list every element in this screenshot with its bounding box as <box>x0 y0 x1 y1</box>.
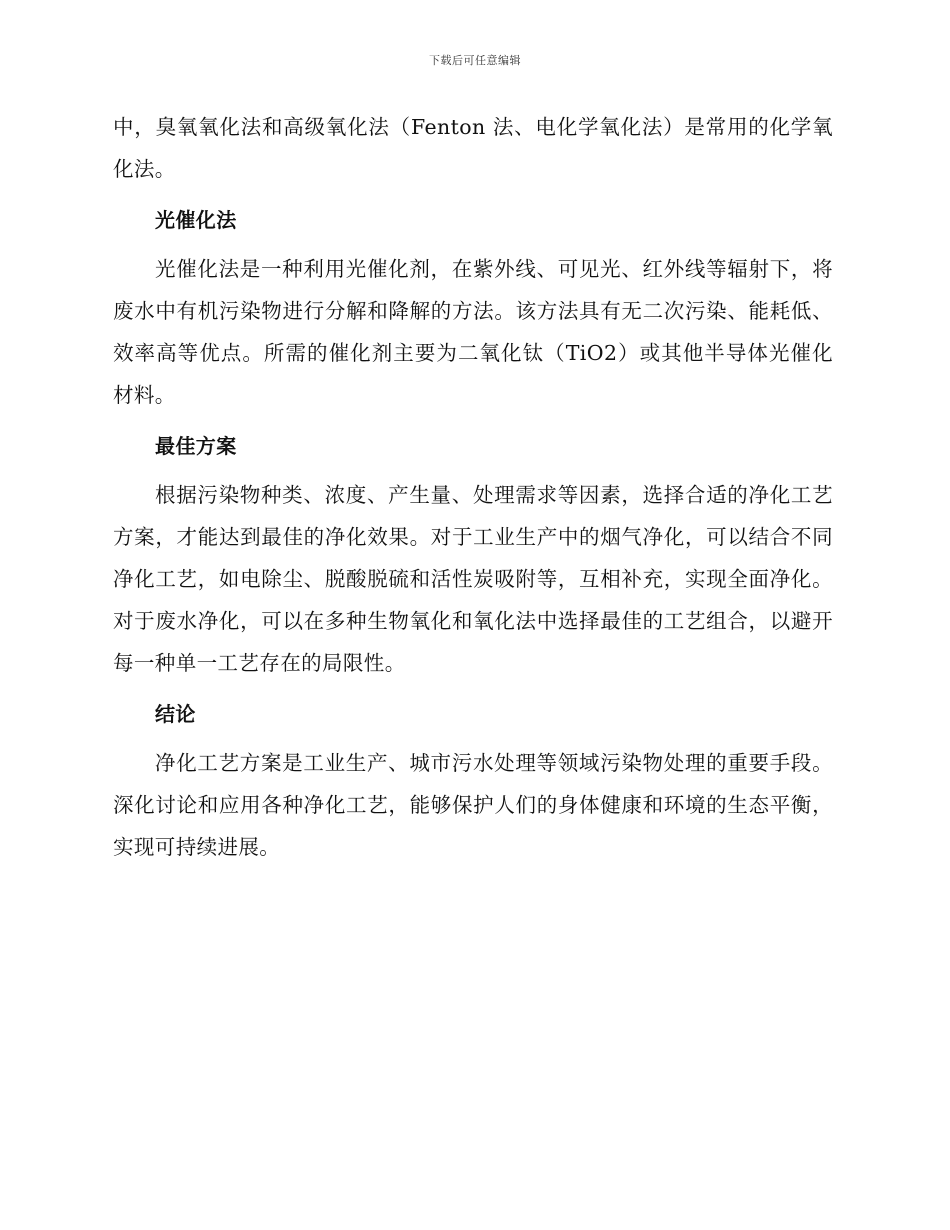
best-plan-paragraph: 根据污染物种类、浓度、产生量、处理需求等因素，选择合适的净化工艺方案，才能达到最佳的净化效果。对于工业生产中的烟气净化，可以结合不同净化工艺，如电除尘、脱酸脱硫和活性炭吸附等，互相补充，实现全面净化。对于废水净化，可以在多种生物氧化和氧化法中选择最佳的工艺组合，以避开每一种单一工艺存在的局限性。 <box>113 483 833 675</box>
intro-continuation-paragraph: 中，臭氧氧化法和高级氧化法（Fenton 法、电化学氧化法）是常用的化学氧化法。 <box>113 115 833 181</box>
photocatalysis-paragraph: 光催化法是一种利用光催化剂，在紫外线、可见光、红外线等辐射下，将废水中有机污染物进行分解和降解的方法。该方法具有无二次污染、能耗低、效率高等优点。所需的催化剂主要为二氧化钛（TiO2）或其他半导体光催化材料。 <box>113 257 833 407</box>
page-header: 下载后可任意编辑 <box>429 54 521 67</box>
section-heading-best-plan: 最佳方案 <box>155 434 237 458</box>
document-body <box>113 106 833 876</box>
section-heading-conclusion: 结论 <box>155 702 196 726</box>
section-heading-photocatalysis: 光催化法 <box>155 208 237 232</box>
conclusion-paragraph: 净化工艺方案是工业生产、城市污水处理等领域污染物处理的重要手段。深化讨论和应用各种净化工艺，能够保护人们的身体健康和环境的生态平衡，实现可持续进展。 <box>113 751 833 859</box>
